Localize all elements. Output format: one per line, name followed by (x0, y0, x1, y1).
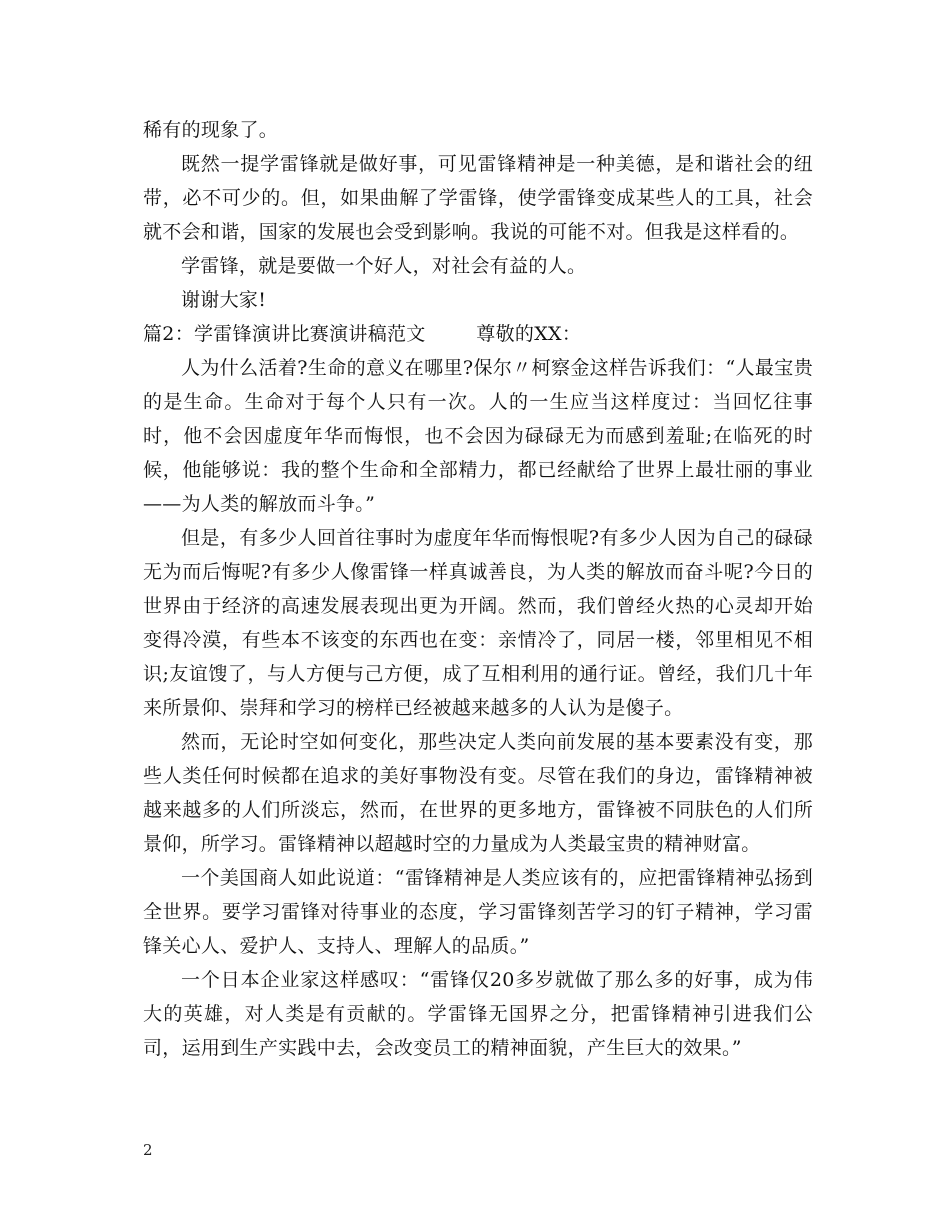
paragraph-thanks: 谢谢大家! (181, 289, 267, 311)
paragraph-regret: 但是，有多少人回首往事时为虚度年华而悔恨呢?有多少人因为自己的碌碌无为而后悔呢?有多少人像雷锋一样真诚善良，为人类的解放而奋斗呢?今日的世界由于经济的高速发展表现出更为开阔。然而，我们曾经火热的心灵却开始变得冷漠，有些本不该变的东西也在变：亲情冷了，同居一楼，邻里相见不相识;友谊馊了，与人方便与己方便，成了互相利用的通行证。曾经，我们几十年来所景仰、崇拜和学习的榜样已经被越来越多的人认为是傻子。 (143, 527, 813, 719)
paragraph-virtue: 既然一提学雷锋就是做好事，可见雷锋精神是一种美德，是和谐社会的纽带，必不可少的。但，如果曲解了学雷锋，使学雷锋变成某些人的工具，社会就不会和谐，国家的发展也会受到影响。我说的可能不对。但我是这样看的。 (143, 153, 813, 243)
paragraph-meaning-of-life: 人为什么活着?生命的意义在哪里?保尔〃柯察金这样告诉我们：“人最宝贵的是生命。生命对于每个人只有一次。人的一生应当这样度过：当回忆往事时，他不会因虚度年华而悔恨，也不会因为碌碌无为而感到羞耻;在临死的时候，他能够说：我的整个生命和全部精力，都已经献给了世界上最壮丽的事业——为人类的解放而斗争。” (143, 357, 813, 515)
paragraph-japanese-entrepreneur: 一个日本企业家这样感叹：“雷锋仅20多岁就做了那么多的好事，成为伟大的英雄，对人类是有贡献的。学雷锋无国界之分，把雷锋精神引进我们公司，运用到生产实践中去，会改变员工的精神面貌，产生巨大的效果。” (143, 969, 813, 1059)
paragraph-timeless-spirit: 然而，无论时空如何变化，那些决定人类向前发展的基本要素没有变，那些人类任何时候都在追求的美好事物没有变。尽管在我们的身边，雷锋精神被越来越多的人们所淡忘，然而，在世界的更多地方，雷锋被不同肤色的人们所景仰，所学习。雷锋精神以超越时空的力量成为人类最宝贵的精神财富。 (143, 731, 813, 855)
paragraph-good-person: 学雷锋，就是要做一个好人，对社会有益的人。 (181, 255, 587, 277)
page-number: 2 (143, 1141, 153, 1159)
document-body (143, 113, 813, 1065)
paragraph-continuation: 稀有的现象了。 (143, 119, 279, 141)
paragraph-american-merchant: 一个美国商人如此说道：“雷锋精神是人类应该有的，应把雷锋精神弘扬到全世界。要学习雷锋对待事业的态度，学习雷锋刻苦学习的钉子精神，学习雷锋关心人、爱护人、支持人、理解人的品质。” (143, 867, 813, 957)
section-heading: 篇2：学雷锋演讲比赛演讲稿范文 尊敬的XX： (143, 323, 582, 345)
